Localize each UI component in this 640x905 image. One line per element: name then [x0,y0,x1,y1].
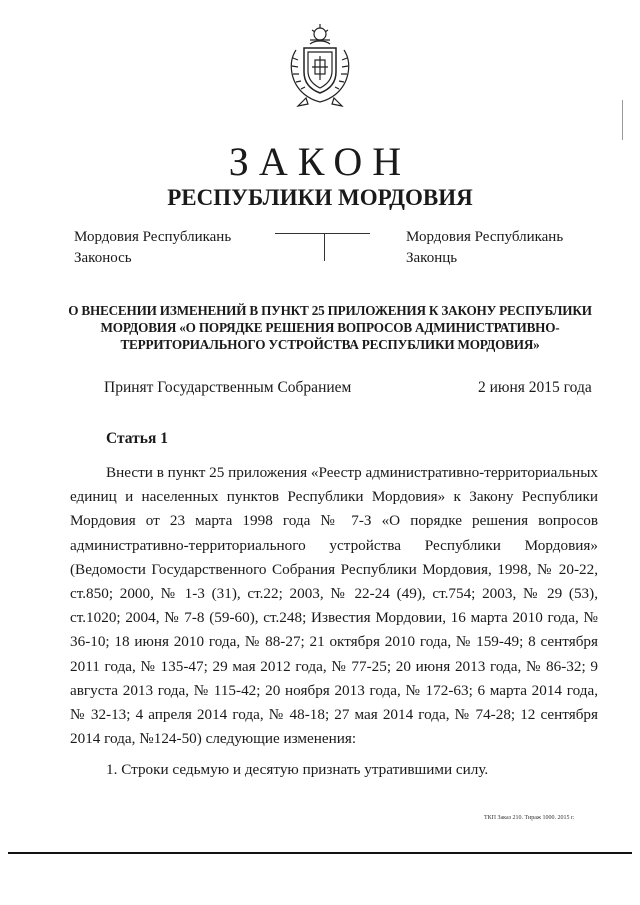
article-item: 1. Строки седьмую и десятую признать утратившими силу. [106,761,489,778]
article-body: Внести в пункт 25 приложения «Реестр административно-территориальных единиц и населенных пунктов Республики Мордовия» к Закону Республики Мордовия от 23 марта 1998 года № 7-З «О порядке решения вопросов административно-территориального устройства Республики Мордовия» (Ведомости Государственного Собрания Республики Мордовия, 1998, № 20-22, ст.850; 2000, № 1-3 (31), ст.22; 2003, № 22-24 (49), ст.754; 2003, № 29 (53), ст.1020; 2004, № 7-8 (59-60), ст.248; Известия Мордовии, 16 марта 2010 года, № 36-10; 18 июня 2010 года, № 88-27; 21 октября 2010 года, № 159-49; 8 сентября 2011 года, № 135-47; 29 мая 2012 года, № 77-25; 20 июня 2013 года, № 86-32; 9 августа 2013 года, № 115-42; 20 ноября 2013 года, № 172-63; 6 марта 2014 года, № 32-13; 4 апреля 2014 года, № 48-18; 27 мая 2014 года, № 74-28; 12 сентября 2014 года, №124-50) следующие изменения: [70,464,598,748]
header-divider [275,233,370,234]
erzya-name: Мордовия Республикань Законць [406,229,564,266]
scan-edge-mark [622,100,623,140]
adopted-label: Принят Государственным Собранием [104,379,352,396]
print-info: ТКП Заказ 210. Тираж 1000. 2015 г. [484,815,575,821]
bottom-rule [8,852,632,854]
law-title: О ВНЕСЕНИИ ИЗМЕНЕНИЙ В ПУНКТ 25 ПРИЛОЖЕНИЯ К ЗАКОНУ РЕСПУБЛИКИ МОРДОВИЯ «О ПОРЯДКЕ РЕШЕНИЯ ВОПРОСОВ АДМИНИСТРАТИВНО-ТЕРРИТОРИАЛЬНОГО УСТРОЙСТВА РЕСПУБЛИКИ МОРДОВИЯ» [68,303,592,352]
document-subtitle: РЕСПУБЛИКИ МОРДОВИЯ [167,185,473,210]
adopted-date: 2 июня 2015 года [478,379,592,396]
header-divider-stem [324,233,325,261]
coat-of-arms-icon [282,20,358,110]
article-heading: Статья 1 [106,430,168,447]
moksha-name: Мордовия Республикань Законось [74,229,232,266]
document-title: ЗАКОН [228,139,412,184]
